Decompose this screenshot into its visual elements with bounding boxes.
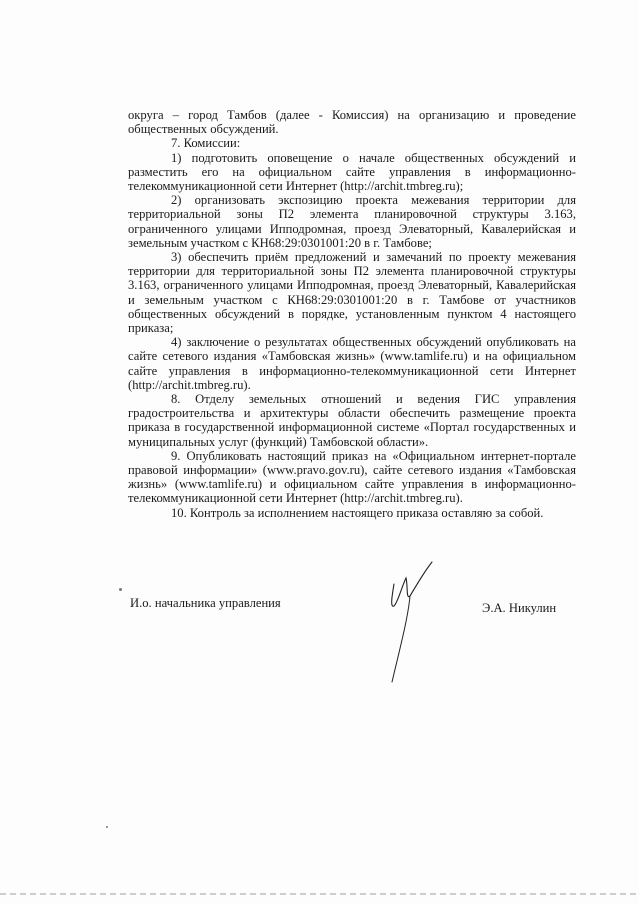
paragraph-8: 8. Отделу земельных отношений и ведения ГИС управления градостроительства и архитектуры области обеспечить размещение проекта приказа в государственной информационной системе «Портал государственных и муниципальных услуг (функций) Тамбовской области». [128,392,576,449]
paragraph-7-item-2: 2) организовать экспозицию проекта межевания территории для территориальной зоны П2 элемента планировочной структуры 3.163, ограниченного улицами Ипподромная, проезд Элеваторный, Кавалерийская и земельным участком с КН68:29:0301001:20 в г. Тамбове; [128,193,576,250]
paragraph-7-item-3: 3) обеспечить приём предложений и замечаний по проекту межевания территории для территориальной зоны П2 элемента планировочной структуры 3.163, ограниченного улицами Ипподромная, проезд Элеваторный, Кавалерийская и земельным участком с КН68:29:0301001:20 в г. Тамбове от участников общественных обсуждений в порядке, установленным пунктом 4 настоящего приказа; [128,250,576,336]
paragraph-7-item-4: 4) заключение о результатах общественных обсуждений опубликовать на сайте сетевого издания «Тамбовская жизнь» (www.tamlife.ru) и на официальном сайте управления в информационно-телекоммуникационной сети Интернет (http://archit.tmbreg.ru). [128,335,576,392]
document-body [128,108,576,520]
paragraph-9: 9. Опубликовать настоящий приказ на «Официальном интернет-портале правовой информации» (www.pravo.gov.ru), сайте сетевого издания «Тамбовская жизнь» (www.tamlife.ru) и официальном сайте управления в информационно-телекоммуникационной сети Интернет (http://archit.tmbreg.ru). [128,448,576,506]
paragraph-10: 10. Контроль за исполнением настоящего приказа оставляю за собой. [171,505,544,520]
signatory-name: Э.А. Никулин [482,601,557,615]
paragraph-7-item-1: 1) подготовить оповещение о начале общественных обсуждений и разместить его на официальном сайте управления в информационно-телекоммуникационной сети Интернет (http://archit.tmbreg.ru); [128,150,576,194]
scan-speck [119,588,122,591]
handwritten-signature [372,556,452,686]
scan-edge-line [0,893,639,895]
signatory-title: И.о. начальника управления [130,596,281,610]
paragraph-continuation: округа – город Тамбов (далее - Комиссия) на организацию и проведение общественных обсуждений. [128,108,576,137]
scan-speck [106,826,108,828]
paragraph-7-commission: 7. Комиссии: [171,136,241,151]
